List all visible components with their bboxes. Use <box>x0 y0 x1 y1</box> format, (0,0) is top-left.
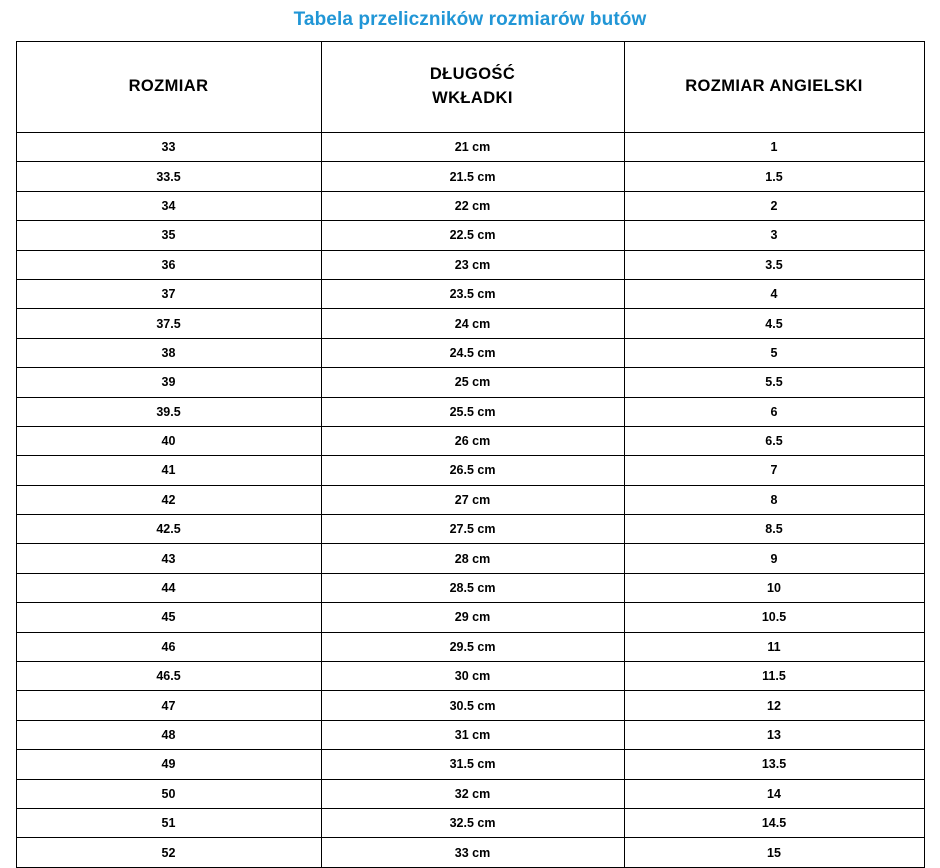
table-row <box>16 426 924 455</box>
cell-insole-length: 23 cm <box>321 250 624 279</box>
cell-uk-size: 10 <box>624 573 924 602</box>
cell-size: 41 <box>16 456 321 485</box>
page-title: Tabela przeliczników rozmiarów butów <box>293 9 647 30</box>
cell-size: 40 <box>16 426 321 455</box>
cell-uk-size: 1.5 <box>624 162 924 191</box>
cell-uk-size: 10.5 <box>624 603 924 632</box>
cell-size: 37.5 <box>16 309 321 338</box>
cell-insole-length: 23.5 cm <box>321 279 624 308</box>
table-row <box>16 221 924 250</box>
cell-insole-length: 21 cm <box>321 133 624 162</box>
cell-size: 33.5 <box>16 162 321 191</box>
cell-size: 42 <box>16 485 321 514</box>
cell-uk-size: 13.5 <box>624 750 924 779</box>
table-body <box>16 133 924 868</box>
cell-uk-size: 3 <box>624 221 924 250</box>
table-row <box>16 573 924 602</box>
cell-uk-size: 6.5 <box>624 426 924 455</box>
cell-insole-length: 29.5 cm <box>321 632 624 661</box>
cell-insole-length: 31.5 cm <box>321 750 624 779</box>
cell-size: 36 <box>16 250 321 279</box>
cell-size: 34 <box>16 191 321 220</box>
table-row <box>16 750 924 779</box>
cell-insole-length: 22.5 cm <box>321 221 624 250</box>
cell-uk-size: 2 <box>624 191 924 220</box>
cell-size: 50 <box>16 779 321 808</box>
column-header-uk-size-label: ROZMIAR ANGIELSKI <box>685 77 863 96</box>
table-row <box>16 808 924 837</box>
cell-uk-size: 5.5 <box>624 368 924 397</box>
cell-size: 51 <box>16 808 321 837</box>
cell-insole-length: 33 cm <box>321 838 624 867</box>
column-header-uk-size <box>624 42 924 133</box>
cell-size: 52 <box>16 838 321 867</box>
table-row <box>16 162 924 191</box>
cell-size: 45 <box>16 603 321 632</box>
cell-insole-length: 25 cm <box>321 368 624 397</box>
cell-uk-size: 8 <box>624 485 924 514</box>
cell-uk-size: 11.5 <box>624 662 924 691</box>
column-header-insole-length-line1: DŁUGOŚĆ <box>429 65 516 84</box>
cell-insole-length: 29 cm <box>321 603 624 632</box>
cell-uk-size: 9 <box>624 544 924 573</box>
table-row <box>16 309 924 338</box>
cell-insole-length: 26 cm <box>321 426 624 455</box>
table-head <box>16 42 924 133</box>
column-header-size <box>16 42 321 133</box>
cell-size: 43 <box>16 544 321 573</box>
cell-insole-length: 28 cm <box>321 544 624 573</box>
cell-size: 48 <box>16 720 321 749</box>
cell-insole-length: 30.5 cm <box>321 691 624 720</box>
table-row <box>16 515 924 544</box>
cell-uk-size: 12 <box>624 691 924 720</box>
table-row <box>16 662 924 691</box>
cell-size: 33 <box>16 133 321 162</box>
cell-insole-length: 32 cm <box>321 779 624 808</box>
table-row <box>16 397 924 426</box>
cell-uk-size: 6 <box>624 397 924 426</box>
cell-size: 46 <box>16 632 321 661</box>
column-header-insole-length <box>321 42 624 133</box>
cell-uk-size: 13 <box>624 720 924 749</box>
cell-size: 46.5 <box>16 662 321 691</box>
column-header-size-label: ROZMIAR <box>128 77 209 96</box>
cell-uk-size: 1 <box>624 133 924 162</box>
table-row <box>16 691 924 720</box>
table-row <box>16 133 924 162</box>
table-header-row <box>16 42 924 133</box>
shoe-size-table <box>16 41 925 868</box>
cell-insole-length: 28.5 cm <box>321 573 624 602</box>
table-row <box>16 603 924 632</box>
cell-uk-size: 8.5 <box>624 515 924 544</box>
table-row <box>16 191 924 220</box>
cell-size: 38 <box>16 338 321 367</box>
cell-uk-size: 4 <box>624 279 924 308</box>
table-row <box>16 838 924 867</box>
cell-insole-length: 24.5 cm <box>321 338 624 367</box>
cell-uk-size: 14.5 <box>624 808 924 837</box>
cell-uk-size: 3.5 <box>624 250 924 279</box>
cell-uk-size: 4.5 <box>624 309 924 338</box>
table-row <box>16 632 924 661</box>
cell-insole-length: 24 cm <box>321 309 624 338</box>
cell-size: 35 <box>16 221 321 250</box>
table-row <box>16 544 924 573</box>
cell-size: 49 <box>16 750 321 779</box>
cell-insole-length: 32.5 cm <box>321 808 624 837</box>
table-row <box>16 456 924 485</box>
cell-size: 44 <box>16 573 321 602</box>
table-row <box>16 338 924 367</box>
cell-insole-length: 27 cm <box>321 485 624 514</box>
cell-insole-length: 30 cm <box>321 662 624 691</box>
cell-size: 37 <box>16 279 321 308</box>
cell-insole-length: 22 cm <box>321 191 624 220</box>
cell-uk-size: 11 <box>624 632 924 661</box>
cell-uk-size: 14 <box>624 779 924 808</box>
cell-insole-length: 21.5 cm <box>321 162 624 191</box>
column-header-insole-length-line2: WKŁADKI <box>432 89 513 107</box>
cell-uk-size: 7 <box>624 456 924 485</box>
table-row <box>16 368 924 397</box>
table-row <box>16 720 924 749</box>
cell-size: 47 <box>16 691 321 720</box>
cell-size: 39 <box>16 368 321 397</box>
table-row <box>16 485 924 514</box>
table-row <box>16 250 924 279</box>
cell-insole-length: 27.5 cm <box>321 515 624 544</box>
cell-insole-length: 31 cm <box>321 720 624 749</box>
cell-size: 39.5 <box>16 397 321 426</box>
table-row <box>16 779 924 808</box>
cell-insole-length: 26.5 cm <box>321 456 624 485</box>
cell-size: 42.5 <box>16 515 321 544</box>
cell-uk-size: 5 <box>624 338 924 367</box>
cell-insole-length: 25.5 cm <box>321 397 624 426</box>
cell-uk-size: 15 <box>624 838 924 867</box>
table-row <box>16 279 924 308</box>
